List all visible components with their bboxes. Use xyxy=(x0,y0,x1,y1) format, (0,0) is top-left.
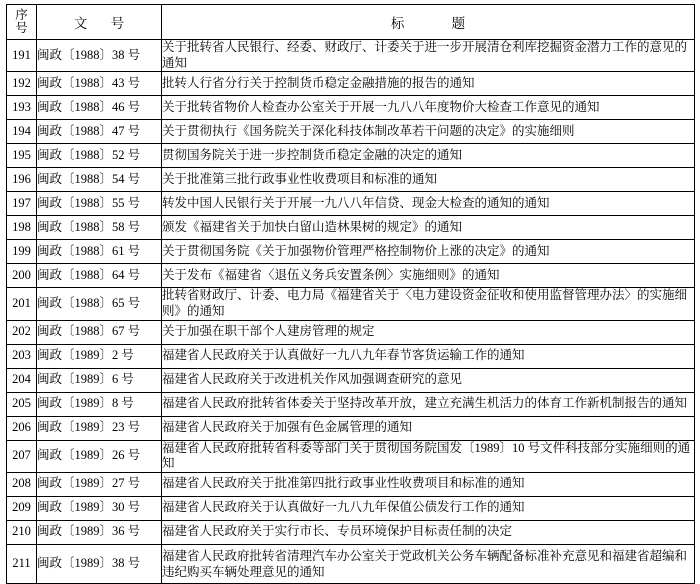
cell-sequence: 210 xyxy=(7,520,37,544)
column-header-sequence-line2: 号 xyxy=(15,21,28,35)
document-index-table xyxy=(6,4,695,584)
cell-sequence: 195 xyxy=(7,144,37,168)
cell-title: 关于贯彻执行《国务院关于深化科技体制改革若干问题的决定》的实施细则 xyxy=(162,120,695,144)
table-row xyxy=(7,288,695,320)
table-row xyxy=(7,544,695,583)
cell-sequence: 211 xyxy=(7,544,37,583)
cell-sequence: 209 xyxy=(7,496,37,520)
cell-sequence: 198 xyxy=(7,216,37,240)
table-row xyxy=(7,320,695,344)
cell-title: 关于贯彻国务院《关于加强物价管理严格控制物价上涨的决定》的通知 xyxy=(162,240,695,264)
cell-sequence: 203 xyxy=(7,344,37,368)
cell-document-number: 闽政〔1989〕8 号 xyxy=(37,392,162,416)
cell-title: 福建省人民政府批转省清理汽车办公室关于党政机关公务车辆配备标准补充意见和福建省超编和违纪购买车辆处理意见的通知 xyxy=(162,544,695,583)
cell-sequence: 194 xyxy=(7,120,37,144)
cell-title: 关于批转省物价人检查办公室关于开展一九八八年度物价大检查工作意见的通知 xyxy=(162,96,695,120)
cell-sequence: 205 xyxy=(7,392,37,416)
cell-sequence: 200 xyxy=(7,264,37,288)
cell-sequence: 201 xyxy=(7,288,37,320)
cell-title: 福建省人民政府批转省体委关于坚持改革开放，建立充满生机活力的体育工作新机制报告的通知 xyxy=(162,392,695,416)
cell-sequence: 192 xyxy=(7,72,37,96)
cell-sequence: 196 xyxy=(7,168,37,192)
table-row xyxy=(7,264,695,288)
cell-document-number: 闽政〔1988〕52 号 xyxy=(37,144,162,168)
cell-title: 转发中国人民银行关于开展一九八八年信贷、现金大检查的通知的通知 xyxy=(162,192,695,216)
cell-document-number: 闽政〔1988〕61 号 xyxy=(37,240,162,264)
table-header xyxy=(7,5,695,40)
table-row xyxy=(7,216,695,240)
table-header-row xyxy=(7,5,695,40)
cell-document-number: 闽政〔1989〕38 号 xyxy=(37,544,162,583)
table-row xyxy=(7,192,695,216)
cell-document-number: 闽政〔1988〕54 号 xyxy=(37,168,162,192)
table-row xyxy=(7,144,695,168)
cell-title: 关于批准第三批行政事业性收费项目和标准的通知 xyxy=(162,168,695,192)
table-row xyxy=(7,440,695,472)
cell-title: 福建省人民政府关于实行市长、专员环境保护目标责任制的决定 xyxy=(162,520,695,544)
table-row xyxy=(7,240,695,264)
cell-document-number: 闽政〔1988〕47 号 xyxy=(37,120,162,144)
table-row xyxy=(7,392,695,416)
table-row xyxy=(7,368,695,392)
cell-sequence: 199 xyxy=(7,240,37,264)
table-row xyxy=(7,416,695,440)
cell-title: 福建省人民政府关于加强有色金属管理的通知 xyxy=(162,416,695,440)
cell-document-number: 闽政〔1988〕67 号 xyxy=(37,320,162,344)
cell-title: 关于发布《福建省〈退伍义务兵安置条例〉实施细则》的通知 xyxy=(162,264,695,288)
cell-sequence: 204 xyxy=(7,368,37,392)
column-header-title: 标 题 xyxy=(162,5,695,40)
cell-title: 福建省人民政府关于认真做好一九八九年春节客货运输工作的通知 xyxy=(162,344,695,368)
cell-sequence: 208 xyxy=(7,472,37,496)
cell-title: 福建省人民政府关于改进机关作风加强调查研究的意见 xyxy=(162,368,695,392)
table-row xyxy=(7,168,695,192)
cell-sequence: 206 xyxy=(7,416,37,440)
cell-sequence: 197 xyxy=(7,192,37,216)
column-header-sequence-line1: 序 xyxy=(15,7,28,22)
cell-document-number: 闽政〔1989〕2 号 xyxy=(37,344,162,368)
table-row xyxy=(7,96,695,120)
cell-title: 颁发《福建省关于加快白留山造林果树的规定》的通知 xyxy=(162,216,695,240)
cell-document-number: 闽政〔1988〕46 号 xyxy=(37,96,162,120)
table-body xyxy=(7,40,695,584)
table-row xyxy=(7,496,695,520)
cell-document-number: 闽政〔1989〕23 号 xyxy=(37,416,162,440)
cell-sequence: 202 xyxy=(7,320,37,344)
table-row xyxy=(7,40,695,72)
column-header-sequence xyxy=(7,5,37,40)
cell-title: 批转省财政厅、计委、电力局《福建省关于〈电力建设资金征收和使用监督管理办法〉的实施细则》的通知 xyxy=(162,288,695,320)
cell-document-number: 闽政〔1989〕36 号 xyxy=(37,520,162,544)
cell-document-number: 闽政〔1988〕38 号 xyxy=(37,40,162,72)
table-row xyxy=(7,344,695,368)
table-row xyxy=(7,472,695,496)
cell-document-number: 闽政〔1988〕43 号 xyxy=(37,72,162,96)
cell-document-number: 闽政〔1988〕65 号 xyxy=(37,288,162,320)
cell-title: 关于加强在职干部个人建房管理的规定 xyxy=(162,320,695,344)
cell-title: 贯彻国务院关于进一步控制货币稳定金融的决定的通知 xyxy=(162,144,695,168)
table-row xyxy=(7,520,695,544)
cell-document-number: 闽政〔1989〕6 号 xyxy=(37,368,162,392)
cell-document-number: 闽政〔1988〕64 号 xyxy=(37,264,162,288)
cell-document-number: 闽政〔1988〕58 号 xyxy=(37,216,162,240)
cell-sequence: 207 xyxy=(7,440,37,472)
cell-sequence: 193 xyxy=(7,96,37,120)
cell-document-number: 闽政〔1989〕26 号 xyxy=(37,440,162,472)
cell-title: 关于批转省人民银行、经委、财政厅、计委关于进一步开展清仓利库挖掘资金潜力工作的意见的通知 xyxy=(162,40,695,72)
cell-title: 批转人行省分行关于控制货币稳定金融措施的报告的通知 xyxy=(162,72,695,96)
cell-sequence: 191 xyxy=(7,40,37,72)
cell-title: 福建省人民政府批转省科委等部门关于贯彻国务院国发〔1989〕10 号文件科技部分实施细则的通知 xyxy=(162,440,695,472)
column-header-document-number: 文 号 xyxy=(37,5,162,40)
cell-document-number: 闽政〔1988〕55 号 xyxy=(37,192,162,216)
cell-document-number: 闽政〔1989〕27 号 xyxy=(37,472,162,496)
cell-title: 福建省人民政府关于认真做好一九八九年保值公债发行工作的通知 xyxy=(162,496,695,520)
table-row xyxy=(7,72,695,96)
table-row xyxy=(7,120,695,144)
cell-document-number: 闽政〔1989〕30 号 xyxy=(37,496,162,520)
cell-title: 福建省人民政府关于批准第四批行政事业性收费项目和标准的通知 xyxy=(162,472,695,496)
